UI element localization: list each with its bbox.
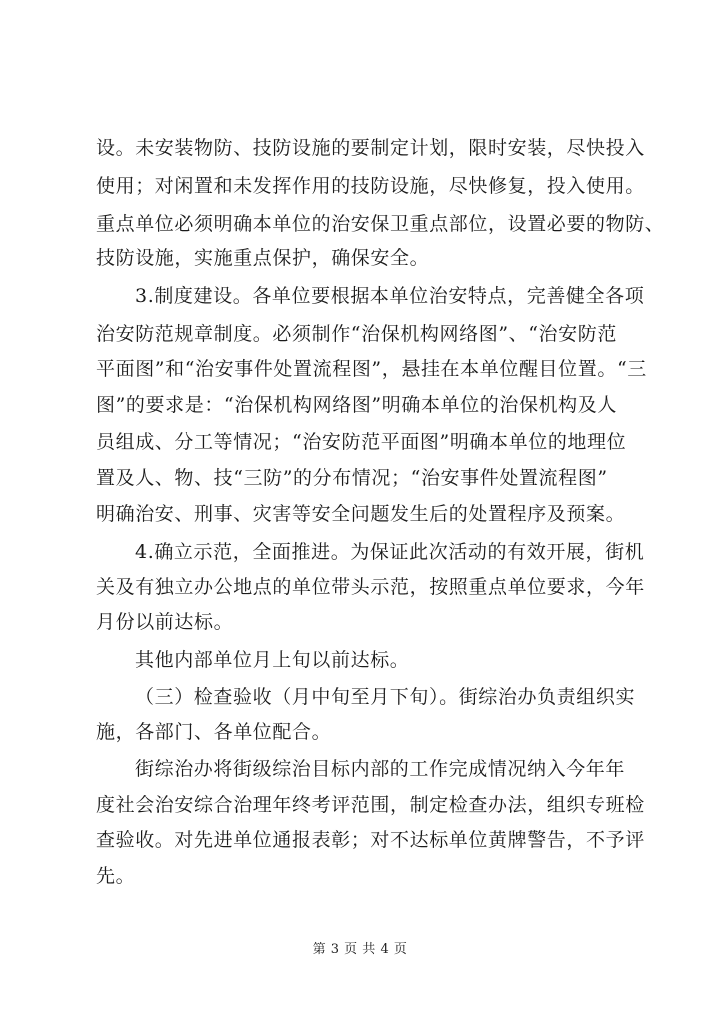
text-line: 月份以前达标。 — [96, 611, 234, 633]
page-number-footer: 第 3 页 共 4 页 — [312, 942, 408, 957]
text-line: 施，各部门、各单位配合。 — [96, 721, 332, 743]
text-line: 图”的要求是：“治保机构网络图”明确本单位的治保机构及人 — [96, 394, 617, 416]
text-line: 街综治办将街级综治目标内部的工作完成情况纳入今年年 — [135, 758, 626, 780]
text-line: （三）检查验收（月中旬至月下旬）。街综治办负责组织实 — [135, 686, 636, 708]
text-line: 查验收。对先进单位通报表彰；对不达标单位黄牌警告，不予评 — [96, 829, 645, 851]
text-line: 先。 — [96, 865, 136, 887]
text-line: 其他内部单位月上旬以前达标。 — [135, 649, 410, 671]
text-line: 关及有独立办公地点的单位带头示范，按照重点单位要求，今年 — [96, 576, 645, 598]
text-line: 技防设施，实施重点保护，确保安全。 — [96, 247, 430, 269]
text-line: 治安防范规章制度。必须制作“治保机构网络图”、“治安防范 — [96, 323, 617, 345]
text-line: 使用；对闲置和未发挥作用的技防设施，尽快修复，投入使用。 — [96, 175, 645, 197]
text-line: 员组成、分工等情况；“治安防范平面图”明确本单位的地理位 — [96, 431, 627, 453]
text-line: 3.制度建设。各单位要根据本单位治安特点，完善健全各项 — [135, 285, 645, 307]
text-line: 4.确立示范，全面推进。为保证此次活动的有效开展，街机 — [135, 541, 645, 563]
text-line: 置及人、物、技“三防”的分布情况；“治安事件处置流程图” — [96, 467, 608, 489]
text-line: 度社会治安综合治理年终考评范围，制定检查办法，组织专班检 — [96, 794, 645, 816]
text-line: 设。未安装物防、技防设施的要制定计划，限时安装，尽快投入 — [96, 137, 645, 159]
text-line: 明确治安、刑事、灾害等安全问题发生后的处置程序及预案。 — [96, 503, 626, 525]
text-line: 平面图”和“治安事件处置流程图”，悬挂在本单位醒目位置。“三 — [96, 358, 647, 380]
text-line: 重点单位必须明确本单位的治安保卫重点部位，设置必要的物防、 — [96, 213, 665, 235]
